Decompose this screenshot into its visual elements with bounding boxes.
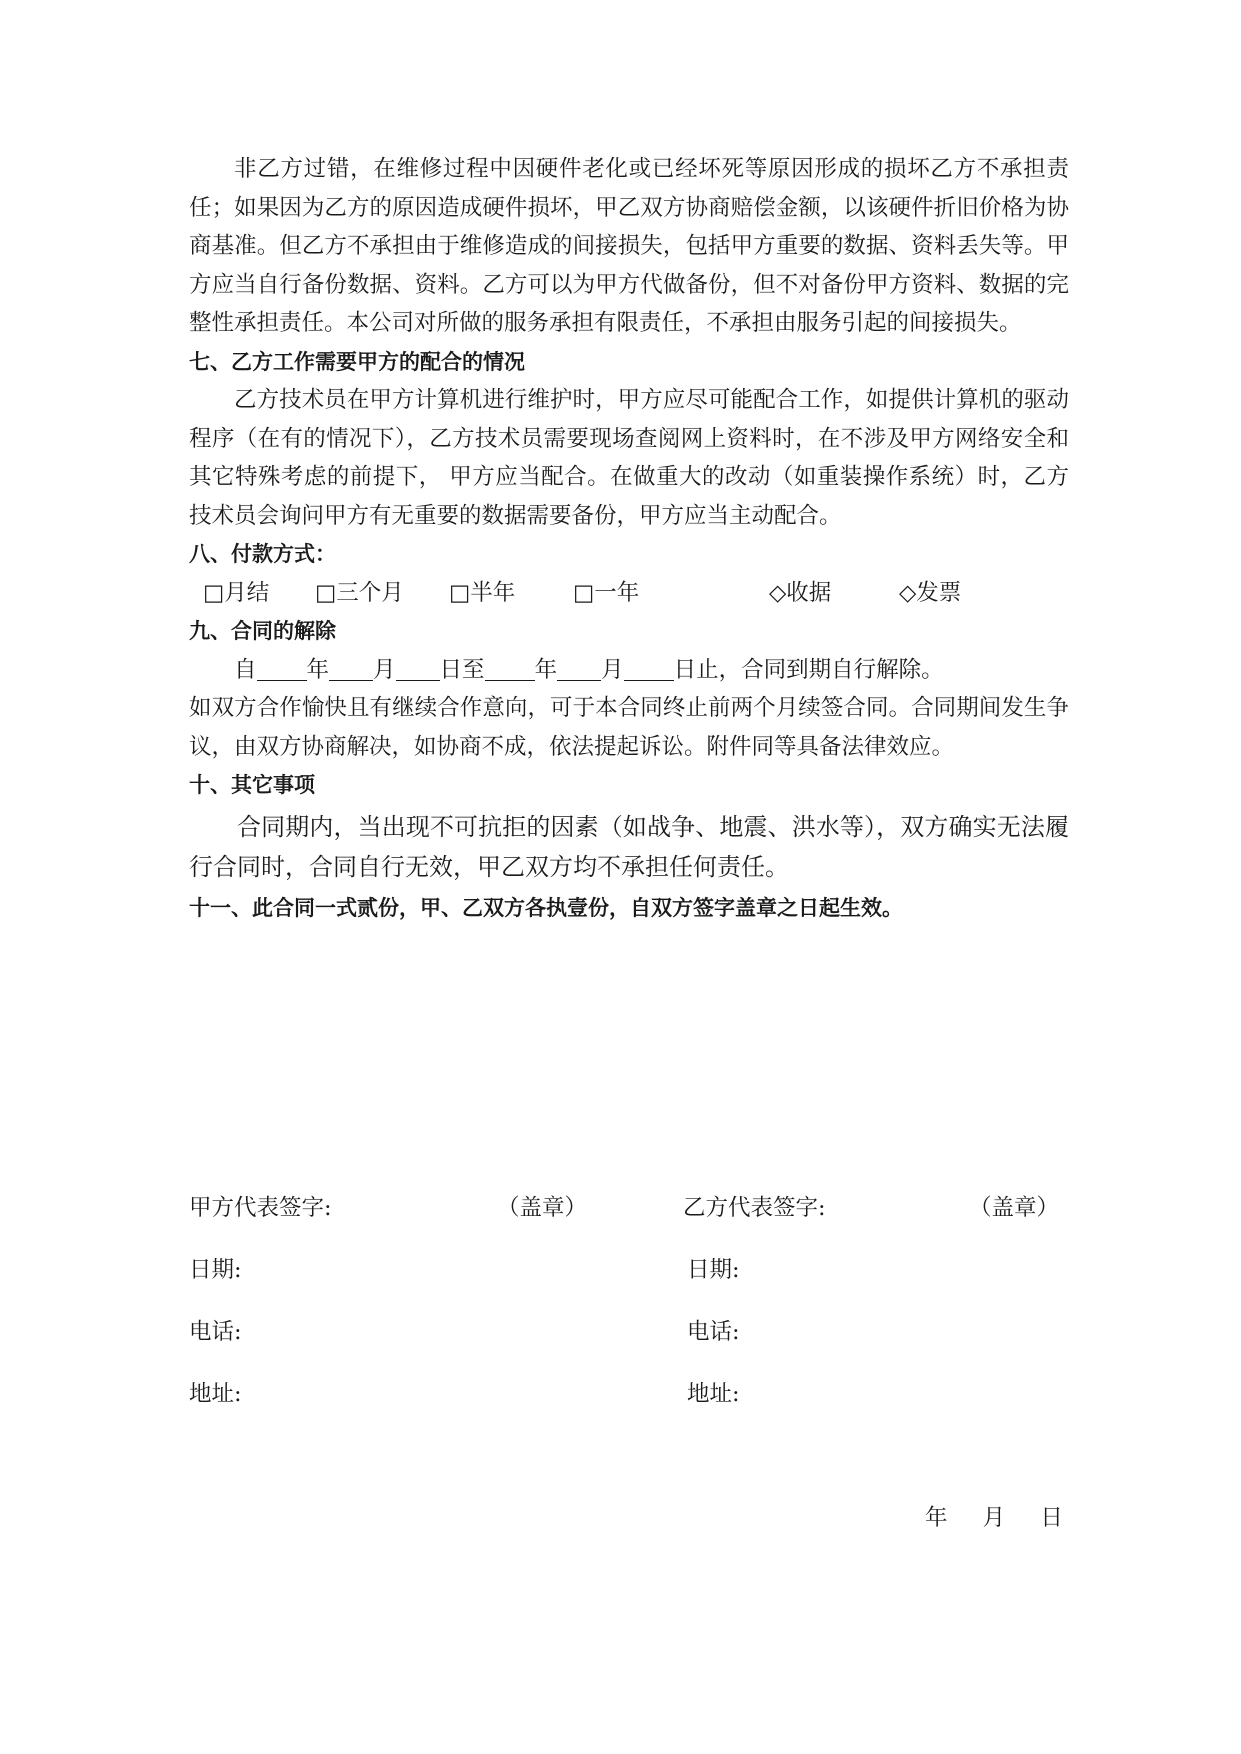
date-day: 日 [1040, 1505, 1063, 1531]
date-row [189, 1252, 1069, 1314]
option-half-year[interactable]: □半年 [449, 579, 516, 606]
party-b-seal: （盖章） [969, 1195, 1060, 1221]
end-month-blank[interactable] [557, 658, 601, 681]
party-a-phone-label: 电话: [189, 1319, 242, 1345]
section-9-heading: 九、合同的解除 [189, 619, 336, 643]
section-10-body: 合同期内，当出现不可抗拒的因素（如战争、地震、洪水等），双方确实无法履行合同时，合同自行无效，甲乙双方均不承担任何责任。 [189, 812, 1069, 881]
contract-page [189, 150, 1069, 927]
start-year-blank[interactable] [257, 658, 307, 681]
address-row [189, 1376, 1069, 1438]
party-a-date-label: 日期: [189, 1257, 242, 1283]
section-10-heading: 十、其它事项 [189, 773, 315, 797]
end-day-blank[interactable] [624, 658, 674, 681]
date-month: 月 [982, 1505, 1006, 1531]
start-month-blank[interactable] [329, 658, 373, 681]
section-9-date-line: 自 年 月 日至 年 月 日止，合同到期自行解除。 [234, 656, 944, 683]
liability-paragraph: 非乙方过错，在维修过程中因硬件老化或已经坏死等原因形成的损坏乙方不承担责任；如果因为乙方的原因造成硬件损坏，甲乙双方协商赔偿金额，以该硬件折旧价格为协商基准。但乙方不承担由于维修造成的间接损失，包括甲方重要的数据、资料丢失等。甲方应当自行备份数据、资料。乙方可以为甲方代做备份，但不对备份甲方资料、数据的完整性承担责任。本公司对所做的服务承担有限责任，不承担由服务引起的间接损失。 [189, 156, 1069, 336]
section-9-body: 如双方合作愉快且有继续合作意向，可于本合同终止前两个月续签合同。合同期间发生争议，由双方协商解决，如协商不成，依法提起诉讼。附件同等具备法律效应。 [189, 695, 1069, 760]
section-7-heading: 七、乙方工作需要甲方的配合的情况 [189, 349, 525, 374]
option-monthly[interactable]: □月结 [203, 579, 270, 606]
party-a-address-label: 地址: [189, 1381, 242, 1407]
phone-row [189, 1314, 1069, 1376]
section-8-heading: 八、付款方式： [189, 542, 336, 566]
section-11-heading: 十一、此合同一式贰份，甲、乙双方各执壹份，自双方签字盖章之日起生效。 [189, 895, 903, 920]
option-invoice[interactable]: ◇发票 [899, 579, 962, 606]
section-7-body: 乙方技术员在甲方计算机进行维护时，甲方应尽可能配合工作，如提供计算机的驱动程序（在有的情况下），乙方技术员需要现场查阅网上资料时，在不涉及甲方网络安全和其它特殊考虑的前提下， 甲方应当配合。在做重大的改动（如重装操作系统）时，乙方技术员会询问甲方有无重要的数据需要备份，甲方应当主动配合。 [189, 387, 1069, 529]
party-b-signature-label: 乙方代表签字: [683, 1195, 826, 1221]
party-a-signature-label: 甲方代表签字: [189, 1195, 332, 1221]
party-b-address-label: 地址: [687, 1381, 740, 1407]
option-three-months[interactable]: □三个月 [315, 579, 404, 606]
signature-row [189, 1190, 1069, 1252]
signing-date [925, 1500, 1063, 1532]
party-b-phone-label: 电话: [687, 1319, 740, 1345]
start-day-blank[interactable] [396, 658, 440, 681]
party-a-seal: （盖章） [497, 1195, 588, 1221]
payment-options [189, 574, 1069, 613]
end-year-blank[interactable] [485, 658, 535, 681]
date-year: 年 [925, 1505, 948, 1531]
option-one-year[interactable]: □一年 [573, 579, 640, 606]
party-b-date-label: 日期: [687, 1257, 740, 1283]
signature-block [189, 1190, 1069, 1438]
option-receipt[interactable]: ◇收据 [769, 579, 832, 606]
